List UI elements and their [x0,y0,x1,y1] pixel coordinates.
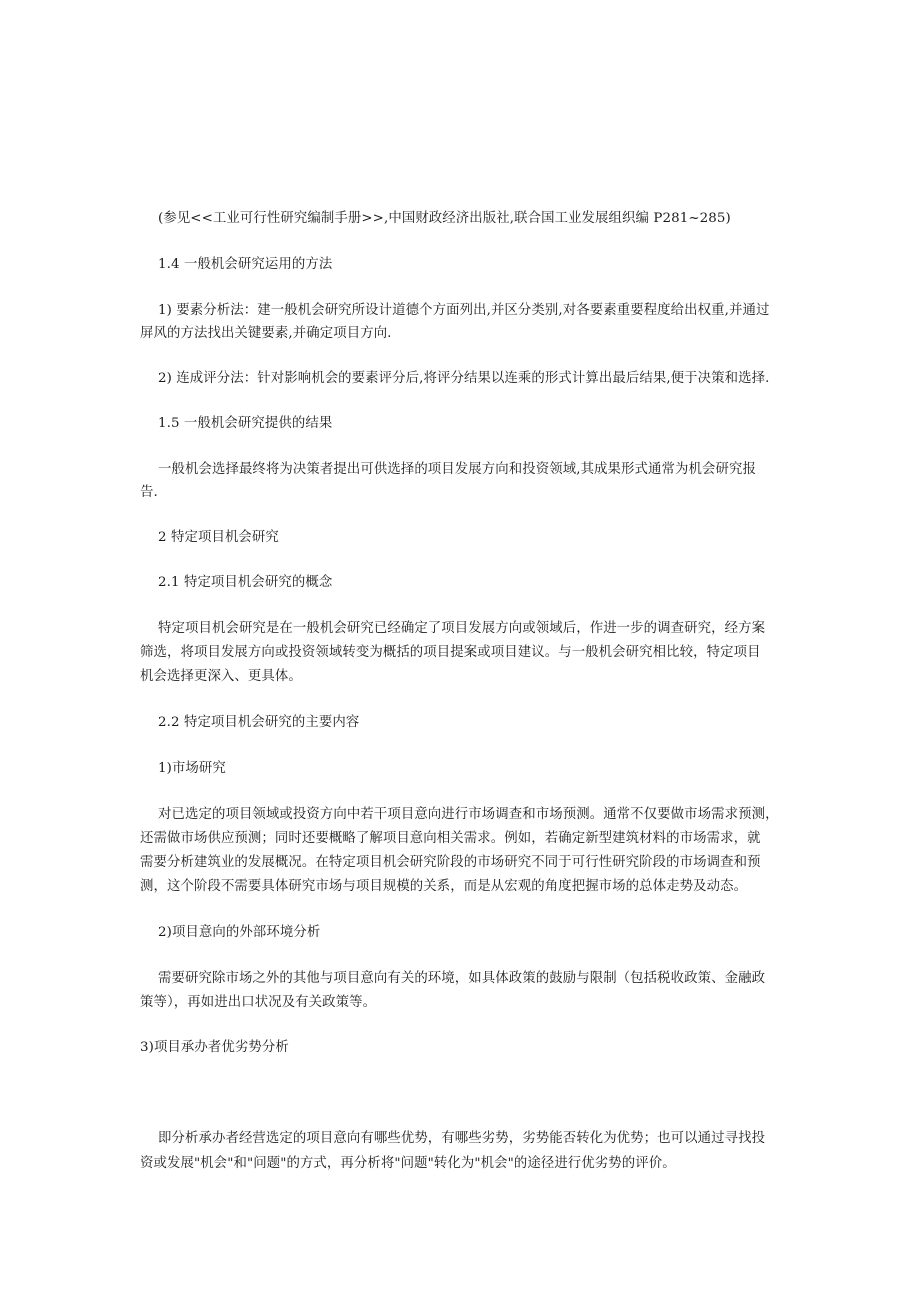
section-1-4-heading: 1.4 一般机会研究运用的方法 [158,257,333,272]
item-2-heading: 2)项目意向的外部环境分析 [158,925,321,940]
section-1-5-para-line-1: 一般机会选择最终将为决策者提出可供选择的项目发展方向和投资领域,其成果形式通常为机会研究报 [158,462,756,477]
item-1-heading: 1)市场研究 [158,761,226,776]
section-2-heading: 2 特定项目机会研究 [158,530,279,545]
item-3-para-line-1: 即分析承办者经营选定的项目意向有哪些优势，有哪些劣势，劣势能否转化为优势；也可以通过寻找投 [158,1131,766,1146]
reference-note: (参见<<工业可行性研究编制手册>>,中国财政经济出版社,联合国工业发展组织编 P281~285) [158,211,731,226]
item-1-para-line-2: 还需做市场供应预测；同时还要概略了解项目意向相关需求。例如，若确定新型建筑材料的市场需求，就 [140,831,761,846]
method-2: 2) 连成评分法：针对影响机会的要素评分后,将评分结果以连乘的形式计算出最后结果,便于决策和选择. [158,371,770,386]
section-2-1-para-line-3: 机会选择更深入、更具体。 [140,669,302,684]
item-2-para-line-2: 策等），再如进出口状况及有关政策等。 [140,995,377,1010]
document-page [140,0,786,1302]
method-1-line-2: 屏风的方法找出关键要素,并确定项目方向. [140,326,392,341]
item-1-para-line-1: 对已选定的项目领域或投资方向中若干项目意向进行市场调查和市场预测。通常不仅要做市场需求预测， [158,807,779,822]
section-2-1-para-line-1: 特定项目机会研究是在一般机会研究已经确定了项目发展方向或领域后，作进一步的调查研究，经方案 [158,621,766,636]
item-3-para-line-2: 资或发展"机会"和"问题"的方式，再分析将"问题"转化为"机会"的途径进行优劣势的评价。 [140,1156,676,1171]
item-1-para-line-4: 测，这个阶段不需要具体研究市场与项目规模的关系，而是从宏观的角度把握市场的总体走势及动态。 [140,879,748,894]
item-3-heading: 3)项目承办者优劣势分析 [140,1040,289,1055]
item-2-para-line-1: 需要研究除市场之外的其他与项目意向有关的环境，如具体政策的鼓励与限制（包括税收政策、金融政 [158,971,766,986]
section-1-5-para-line-2: 告. [140,485,158,500]
method-1-line-1: 1) 要素分析法：建一般机会研究所设计道德个方面列出,并区分类别,对各要素重要程度给出权重,并通过 [158,303,770,318]
item-1-para-line-3: 需要分析建筑业的发展概况。在特定项目机会研究阶段的市场研究不同于可行性研究阶段的市场调查和预 [140,855,761,870]
section-2-1-heading: 2.1 特定项目机会研究的概念 [158,575,333,590]
section-2-2-heading: 2.2 特定项目机会研究的主要内容 [158,715,360,730]
section-2-1-para-line-2: 筛选，将项目发展方向或投资领域转变为概括的项目提案或项目建议。与一般机会研究相比较，特定项目 [140,645,761,660]
section-1-5-heading: 1.5 一般机会研究提供的结果 [158,416,333,431]
